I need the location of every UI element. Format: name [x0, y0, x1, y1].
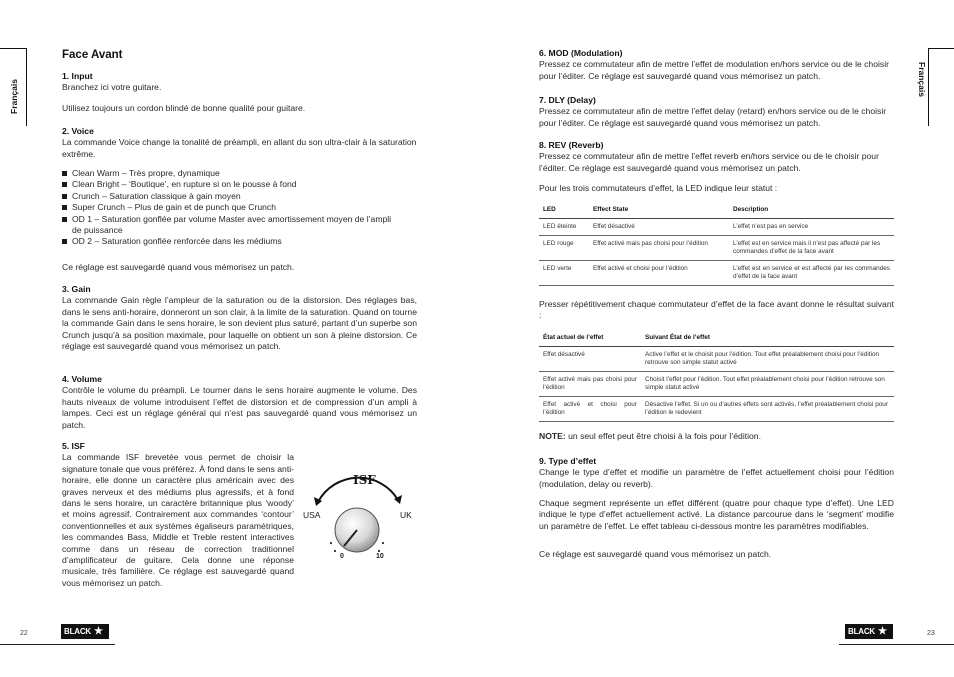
table-row [539, 372, 894, 397]
table-cell: Effet activé mais pas choisi pour l’édition [539, 372, 641, 397]
table-cell: L’effet est en service mais il n’est pas affecté par les commandes d’effet de la face avant [729, 236, 894, 261]
list-item: Crunch – Saturation classique à gain moyen [62, 191, 417, 202]
page-number-right: 23 [927, 630, 935, 637]
paragraph: Branchez ici votre guitare. [62, 82, 162, 93]
table-cell: Effet désactivé [539, 347, 641, 372]
paragraph: Change le type d’effet et modifie un paramètre de l’effet actuellement choisi pour l’édition (modulation, delay ou reverb). [539, 467, 894, 489]
knob-min: 0 [340, 553, 344, 560]
paragraph: Ce réglage est sauvegardé quand vous mémorisez un patch. [539, 549, 772, 559]
section-heading-volume: 4. Volume [62, 374, 102, 384]
table-cell: LED rouge [539, 236, 589, 261]
list-item: Clean Warm – Très propre, dynamique [62, 168, 417, 179]
table-cell: Désactive l’effet. Si un ou d’autres effets sont activés, l’effet préalablement choisi pour l’édition le redevient [641, 397, 894, 422]
table-header: État actuel de l’effet [539, 328, 641, 347]
table-header: Effect State [589, 200, 729, 219]
voice-list [62, 168, 417, 248]
paragraph: La commande Gain règle l’ampleur de la saturation ou de la distorsion. Des réglages bas, dans le sens anti-horaire, donneront un son clair, à la limite de la saturation. Quand on tourne la commande Gain dans le sens horaire, le son devient plus saturé, partant d’un superbe son Crunch jusqu’à sa position maximale, pour laquelle on obtient un son à pleine distorsion. Ce réglage est sauvegardé quand vous mémorisez un patch. [62, 295, 417, 352]
table-cell: Effet activé mais pas choisi pour l’édition [589, 236, 729, 261]
knob-label-uk: UK [400, 510, 412, 520]
table-cell: LED éteinte [539, 219, 589, 236]
section-heading-rev: 8. REV (Reverb) [539, 140, 604, 150]
note-text: un seul effet peut être choisi à la fois pour l’édition. [565, 431, 761, 441]
paragraph: La commande Voice change la tonalité de préampli, en allant du son ultra-clair à la saturation extrême. [62, 137, 417, 159]
table-cell: Choisit l’effet pour l’édition. Tout effet préalablement choisi pour l’édition retrouve son simple statut activé [641, 372, 894, 397]
section-heading-mod: 6. MOD (Modulation) [539, 48, 623, 58]
paragraph: Pressez ce commutateur afin de mettre l’effet delay (retard) en/hors service ou de le choisir pour l’éditer. Ce réglage est sauvegardé quand vous mémorisez un patch. [539, 106, 887, 128]
table-row [539, 397, 894, 422]
table-cell: Effet activé et choisi pour l’édition [589, 261, 729, 286]
table-cell: Active l’effet et le choisit pour l’édition. Tout effet préalablement choisi pour l’édition retrouve son simple statut activé [641, 347, 894, 372]
table-cell: L’effet est en service et est affecté par les commandes d’effet de la face avant [729, 261, 894, 286]
note-label: NOTE: [539, 431, 566, 441]
list-item: OD 2 – Saturation gonflée renforcée dans les médiums [62, 236, 417, 247]
section-heading-voice: 2. Voice [62, 126, 94, 136]
knob-title: ISF [353, 473, 376, 487]
paragraph: Pressez ce commutateur afin de mettre l’effet reverb en/hors service ou de le choisir pour l’éditer. Ce réglage est sauvegardé quand vous mémorisez un patch. [539, 151, 879, 173]
paragraph: Presser répétitivement chaque commutateur d’effet de la face avant donne le résultat suivant : [539, 299, 894, 321]
logo-text: BLACK [848, 627, 875, 636]
section-heading-dly: 7. DLY (Delay) [539, 95, 596, 105]
paragraph: Pressez ce commutateur afin de mettre l’effet de modulation en/hors service ou de le choisir pour l’éditer. Ce réglage est sauvegardé quand vous mémorisez un patch. [539, 59, 889, 81]
led-state-table [539, 200, 894, 286]
table-cell: L’effet n’est pas en service [729, 219, 894, 236]
side-label-left: Français [9, 79, 19, 114]
section-heading-isf: 5. ISF [62, 441, 85, 451]
brand-logo-left [61, 624, 109, 639]
paragraph: Ce réglage est sauvegardé quand vous mémorisez un patch. [62, 262, 295, 272]
list-item: Super Crunch – Plus de gain et de punch que Crunch [62, 202, 417, 213]
table-cell: LED verte [539, 261, 589, 286]
section-heading-input: 1. Input [62, 71, 93, 81]
star-icon: ★ [94, 626, 103, 637]
right-side-rule [928, 48, 929, 126]
left-side-rule [26, 48, 27, 126]
table-cell: Effet désactivé [589, 219, 729, 236]
knob-label-usa: USA [303, 510, 321, 520]
table-cell: Effet activé et choisi pour l’édition [539, 397, 641, 422]
paragraph: Utilisez toujours un cordon blindé de bonne qualité pour guitare. [62, 103, 306, 113]
page-number-left: 22 [20, 630, 28, 637]
note-paragraph [539, 431, 894, 442]
brand-logo-right [845, 624, 893, 639]
table-row [539, 261, 894, 286]
list-item: Clean Bright – ‘Boutique’, en rupture si on le pousse à fond [62, 179, 417, 190]
table-header: LED [539, 200, 589, 219]
list-item: OD 1 – Saturation gonflée par volume Master avec amortissement moyen de l’ampli de puissance [62, 214, 417, 237]
page-title: Face Avant [62, 49, 123, 61]
table-row [539, 347, 894, 372]
footer-rule-left [0, 644, 115, 645]
paragraph: Chaque segment représente un effet différent (quatre pour chaque type d’effet). Une LED indique le type d’effet actuellement activé. La distance parcourue dans le ‘segment’ modifie un paramètre de l’effet. Le effet tableau ci-dessous montre les paramètres modifiables. [539, 498, 894, 531]
paragraph: Pour les trois commutateurs d’effet, la LED indique leur statut : [539, 183, 778, 193]
paragraph: Contrôle le volume du préampli. Le tourner dans le sens horaire augmente le volume. Des hauts niveaux de volume introduisent l’effet de distorsion et de compression d’un ampli à lampes. Ceci est un réglage général qui n’est pas sauvegardé quand vous mémorisez un patch. [62, 385, 417, 430]
star-icon: ★ [878, 626, 887, 637]
logo-text: BLACK [64, 627, 91, 636]
side-label-right: Français [917, 62, 928, 97]
effect-state-table [539, 328, 894, 422]
section-heading-effect-type: 9. Type d’effet [539, 456, 597, 466]
paragraph: La commande ISF brevetée vous permet de choisir la signature tonale que vous préférez. À fond dans le sens anti-horaire, elle donne un caractère plus américain avec des graves nerveux et des médiums plus agressifs, et à fond dans le sens horaire, un caractère britannique plus ‘woody’ et moins agressif. Contrairement aux commandes ‘contour’ conventionnelles et aux systèmes égaliseurs paramétriques, les commandes Bass, Middle et Treble restent interactives comme dans un réseau de correction traditionnel d’amplificateur de guitare. Cela donne une réponse musicale, très familière. Ce réglage est sauvegardé quand vous mémorisez un patch. [62, 452, 294, 588]
knob-max: 10 [376, 553, 384, 560]
table-header: Suivant État de l’effet [641, 328, 894, 347]
table-header: Description [729, 200, 894, 219]
section-heading-gain: 3. Gain [62, 284, 91, 294]
table-row [539, 236, 894, 261]
table-row [539, 219, 894, 236]
isf-knob-illustration [300, 470, 420, 570]
footer-rule-right [839, 644, 954, 645]
